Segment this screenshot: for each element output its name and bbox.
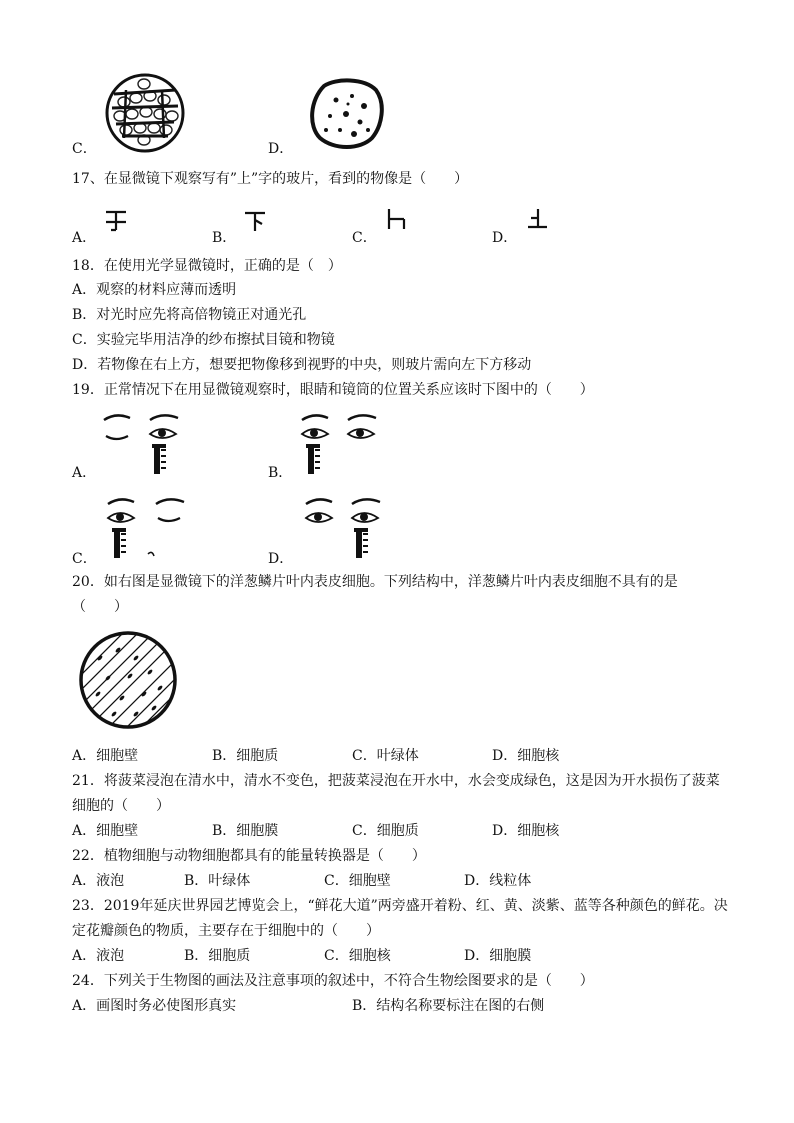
q22-option-b: B．叶绿体 (184, 873, 251, 889)
eyes-eyepiece-image-b (298, 412, 388, 476)
q18-option-b: B．对光时应先将高倍物镜正对通光孔 (72, 307, 307, 323)
q21-option-b: B．细胞膜 (212, 823, 279, 839)
q19-option-a-label: A． (72, 465, 97, 481)
q23-option-d: D．细胞膜 (464, 948, 532, 964)
q23-option-a: A．液泡 (72, 948, 125, 964)
q20-option-d: D．细胞核 (492, 748, 560, 764)
q20-stem-line2: （ ） (72, 599, 128, 615)
q22-option-d: D．线粒体 (464, 873, 532, 889)
onion-epidermis-cells-image (78, 628, 178, 732)
q17-glyph-d (526, 208, 548, 230)
q18-option-d: D．若物像在右上方，想要把物像移到视野的中央，则玻片需向左下方移动 (72, 357, 532, 373)
q17-option-d-label: D． (492, 230, 518, 246)
q17-glyph-c (386, 208, 408, 230)
eyes-eyepiece-image-d (302, 496, 392, 560)
q24-stem: 24．下列关于生物图的画法及注意事项的叙述中，不符合生物绘图要求的是（ ） (72, 973, 594, 989)
q20-option-b: B．细胞质 (212, 748, 279, 764)
q20-stem-line1: 20．如右图是显微镜下的洋葱鳞片叶内表皮细胞。下列结构中，洋葱鳞片叶内表皮细胞不具有的是 (72, 574, 678, 590)
q17-option-c-label: C． (352, 230, 377, 246)
q21-option-d: D．细胞核 (492, 823, 560, 839)
q22-stem: 22．植物细胞与动物细胞都具有的能量转换器是（ ） (72, 848, 426, 864)
q18-stem: 18．在使用光学显微镜时，正确的是（ ） (72, 258, 342, 274)
q17-stem: 17、在显微镜下观察写有”上”字的玻片，看到的物像是（ ） (72, 171, 469, 187)
q18-option-a: A．观察的材料应薄而透明 (72, 282, 237, 298)
q21-stem-line2: 细胞的（ ） (72, 798, 170, 814)
q17-option-a-label: A． (72, 230, 97, 246)
q23-stem-line1: 23．2019年延庆世界园艺博览会上，“鲜花大道”两旁盛开着粉、红、黄、淡紫、蓝等各种颜色的鲜花。决 (72, 898, 728, 914)
cell-image-d (306, 76, 386, 152)
q24-option-b: B．结构名称要标注在图的右侧 (352, 998, 545, 1014)
q20-option-a: A．细胞壁 (72, 748, 139, 764)
q17-glyph-b (244, 210, 266, 232)
q21-option-a: A．细胞壁 (72, 823, 139, 839)
q22-option-c: C．细胞壁 (324, 873, 391, 889)
q23-stem-line2: 定花瓣颜色的物质，主要存在于细胞中的（ ） (72, 923, 380, 939)
q23-option-b: B．细胞质 (184, 948, 251, 964)
q17-option-b-label: B． (212, 230, 237, 246)
q23-option-c: C．细胞核 (324, 948, 391, 964)
q19-option-d-label: D． (268, 551, 294, 567)
option-d-label: D． (268, 141, 294, 157)
q19-option-c-label: C． (72, 551, 97, 567)
eyes-eyepiece-image-c (104, 496, 194, 560)
q21-stem-line1: 21．将菠菜浸泡在清水中，清水不变色，把菠菜浸泡在开水中，水会变成绿色，这是因为开水损伤了菠菜 (72, 773, 720, 789)
q17-glyph-a (104, 208, 128, 232)
option-c-label: C． (72, 141, 97, 157)
q18-option-c: C．实验完毕用洁净的纱布擦拭目镜和物镜 (72, 332, 335, 348)
q20-option-c: C．叶绿体 (352, 748, 419, 764)
q21-option-c: C．细胞质 (352, 823, 419, 839)
q22-option-a: A．液泡 (72, 873, 125, 889)
q24-option-a: A．画图时务必使图形真实 (72, 998, 237, 1014)
eyes-eyepiece-image-a (100, 412, 190, 476)
cell-image-c (104, 72, 186, 154)
q19-stem: 19．正常情况下在用显微镜观察时，眼睛和镜筒的位置关系应该时下图中的（ ） (72, 382, 594, 398)
q19-option-b-label: B． (268, 465, 293, 481)
